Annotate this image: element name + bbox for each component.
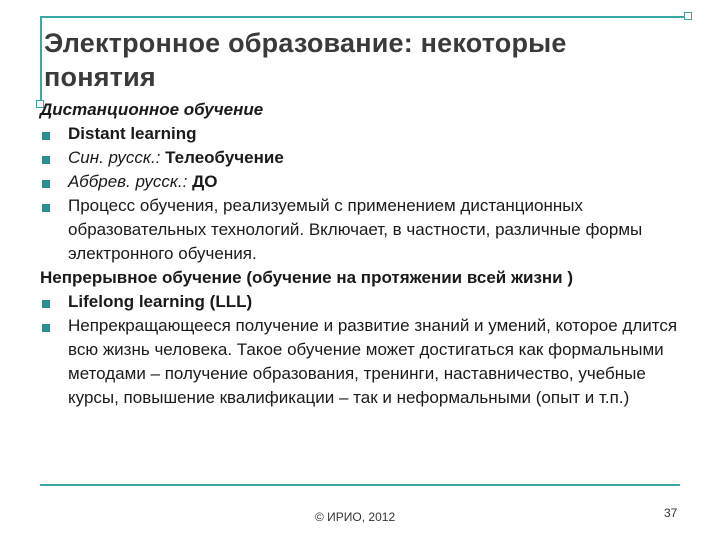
item-text: Непрекращающееся получение и развитие знаний и умений, которое длится всю жизнь человека. Такое обучение может достигаться как формальными методами – получение образования, тренинги, наставничество, учебные курсы, повышение квалификации – так и неформальными (опыт и т.п.)	[68, 316, 678, 407]
section-heading-lifelong-learning: Непрерывное обучение (обучение на протяжении всей жизни )	[40, 268, 574, 287]
list-item	[40, 290, 690, 314]
item-text: Процесс обучения, реализуемый с применением дистанционных образовательных технологий. Включает, в частности, различные формы электронного обучения.	[68, 196, 643, 263]
square-bullet-icon	[42, 180, 50, 188]
square-bullet-icon	[42, 204, 50, 212]
corner-square-icon	[684, 12, 692, 20]
bottom-divider-line	[40, 484, 680, 486]
item-text: Телеобучение	[165, 148, 284, 167]
square-bullet-icon	[42, 300, 50, 308]
copyright-text: © ИРИО, 2012	[315, 510, 396, 524]
list-item	[40, 122, 690, 146]
square-bullet-icon	[42, 156, 50, 164]
item-prefix: Аббрев. русск.:	[68, 172, 188, 191]
square-bullet-icon	[42, 324, 50, 332]
list-item	[40, 146, 690, 170]
list-item	[40, 314, 690, 410]
slide-content	[40, 98, 690, 410]
top-divider-line	[40, 16, 690, 18]
item-text: Distant learning	[68, 124, 197, 143]
list-item	[40, 170, 690, 194]
square-bullet-icon	[42, 132, 50, 140]
item-text: ДО	[192, 172, 218, 191]
item-text: Lifelong learning (LLL)	[68, 292, 253, 311]
section-heading-distance-learning: Дистанционное обучение	[40, 100, 264, 119]
page-number: 37	[664, 506, 678, 520]
item-prefix: Син. русск.:	[68, 148, 161, 167]
left-accent-line	[40, 16, 42, 104]
list-item	[40, 194, 690, 266]
slide-title: Электронное образование: некоторые понятия	[44, 28, 567, 92]
